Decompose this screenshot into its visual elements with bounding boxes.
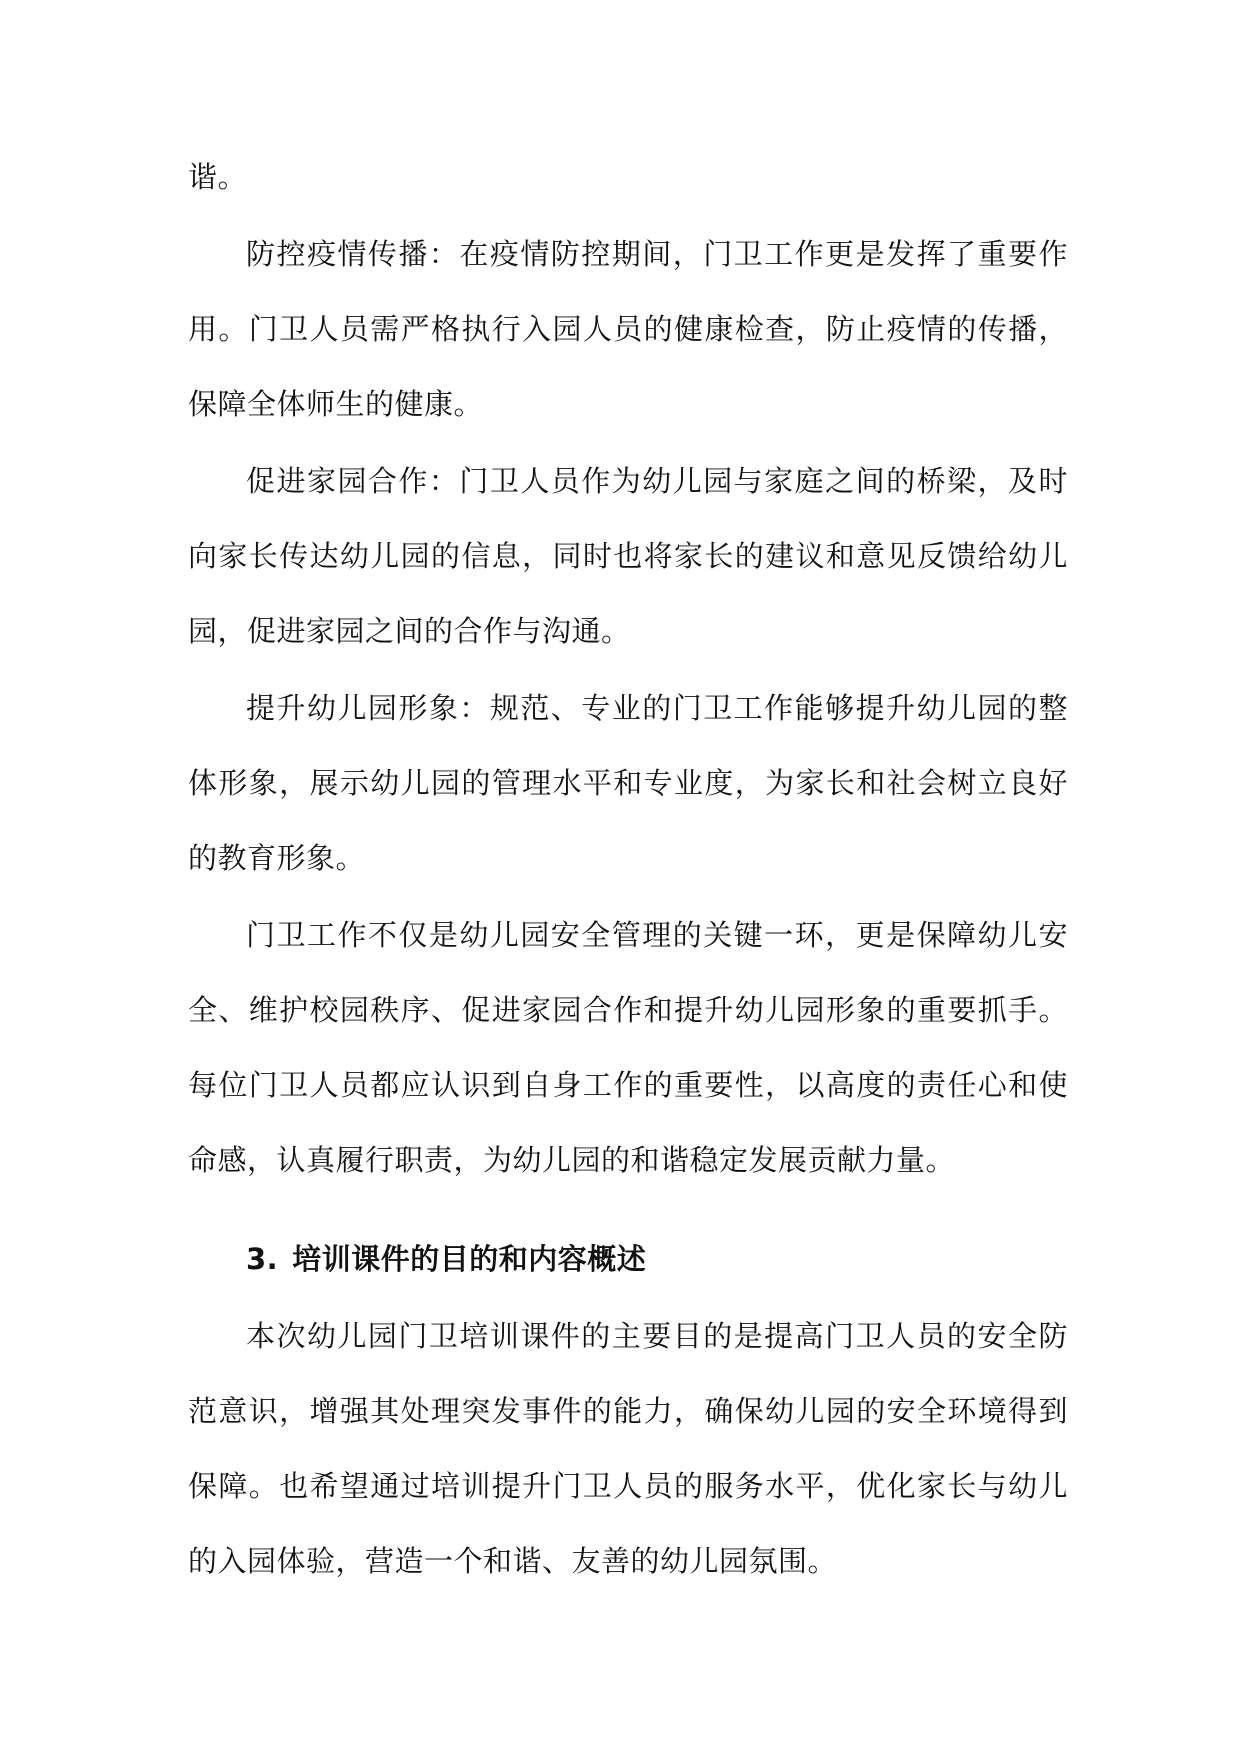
paragraph-kindergarten-image: 提升幼儿园形象：规范、专业的门卫工作能够提升幼儿园的整体形象，展示幼儿园的管理水平和专业度，为家长和社会树立良好的教育形象。	[188, 691, 1068, 875]
paragraph-continuation: 谐。	[188, 160, 248, 194]
paragraph-epidemic-control: 防控疫情传播：在疫情防控期间，门卫工作更是发挥了重要作用。门卫人员需严格执行入园人员的健康检查，防止疫情的传播，保障全体师生的健康。	[188, 237, 1068, 421]
paragraph-summary: 门卫工作不仅是幼儿园安全管理的关键一环，更是保障幼儿安全、维护校园秩序、促进家园合作和提升幼儿园形象的重要抓手。每位门卫人员都应认识到自身工作的重要性，以高度的责任心和使命感，认真履行职责，为幼儿园的和谐稳定发展贡献力量。	[188, 918, 1068, 1177]
document-body	[188, 140, 1068, 1599]
section-heading	[188, 1222, 1068, 1297]
section-number: 3.	[246, 1242, 279, 1276]
paragraph-training-purpose: 本次幼儿园门卫培训课件的主要目的是提高门卫人员的安全防范意识，增强其处理突发事件的能力，确保幼儿园的安全环境得到保障。也希望通过培训提升门卫人员的服务水平，优化家长与幼儿的入园体验，营造一个和谐、友善的幼儿园氛围。	[188, 1319, 1068, 1578]
paragraph-home-school-cooperation: 促进家园合作：门卫人员作为幼儿园与家庭之间的桥梁，及时向家长传达幼儿园的信息，同时也将家长的建议和意见反馈给幼儿园，促进家园之间的合作与沟通。	[188, 464, 1068, 648]
section-title: 培训课件的目的和内容概述	[292, 1242, 647, 1276]
